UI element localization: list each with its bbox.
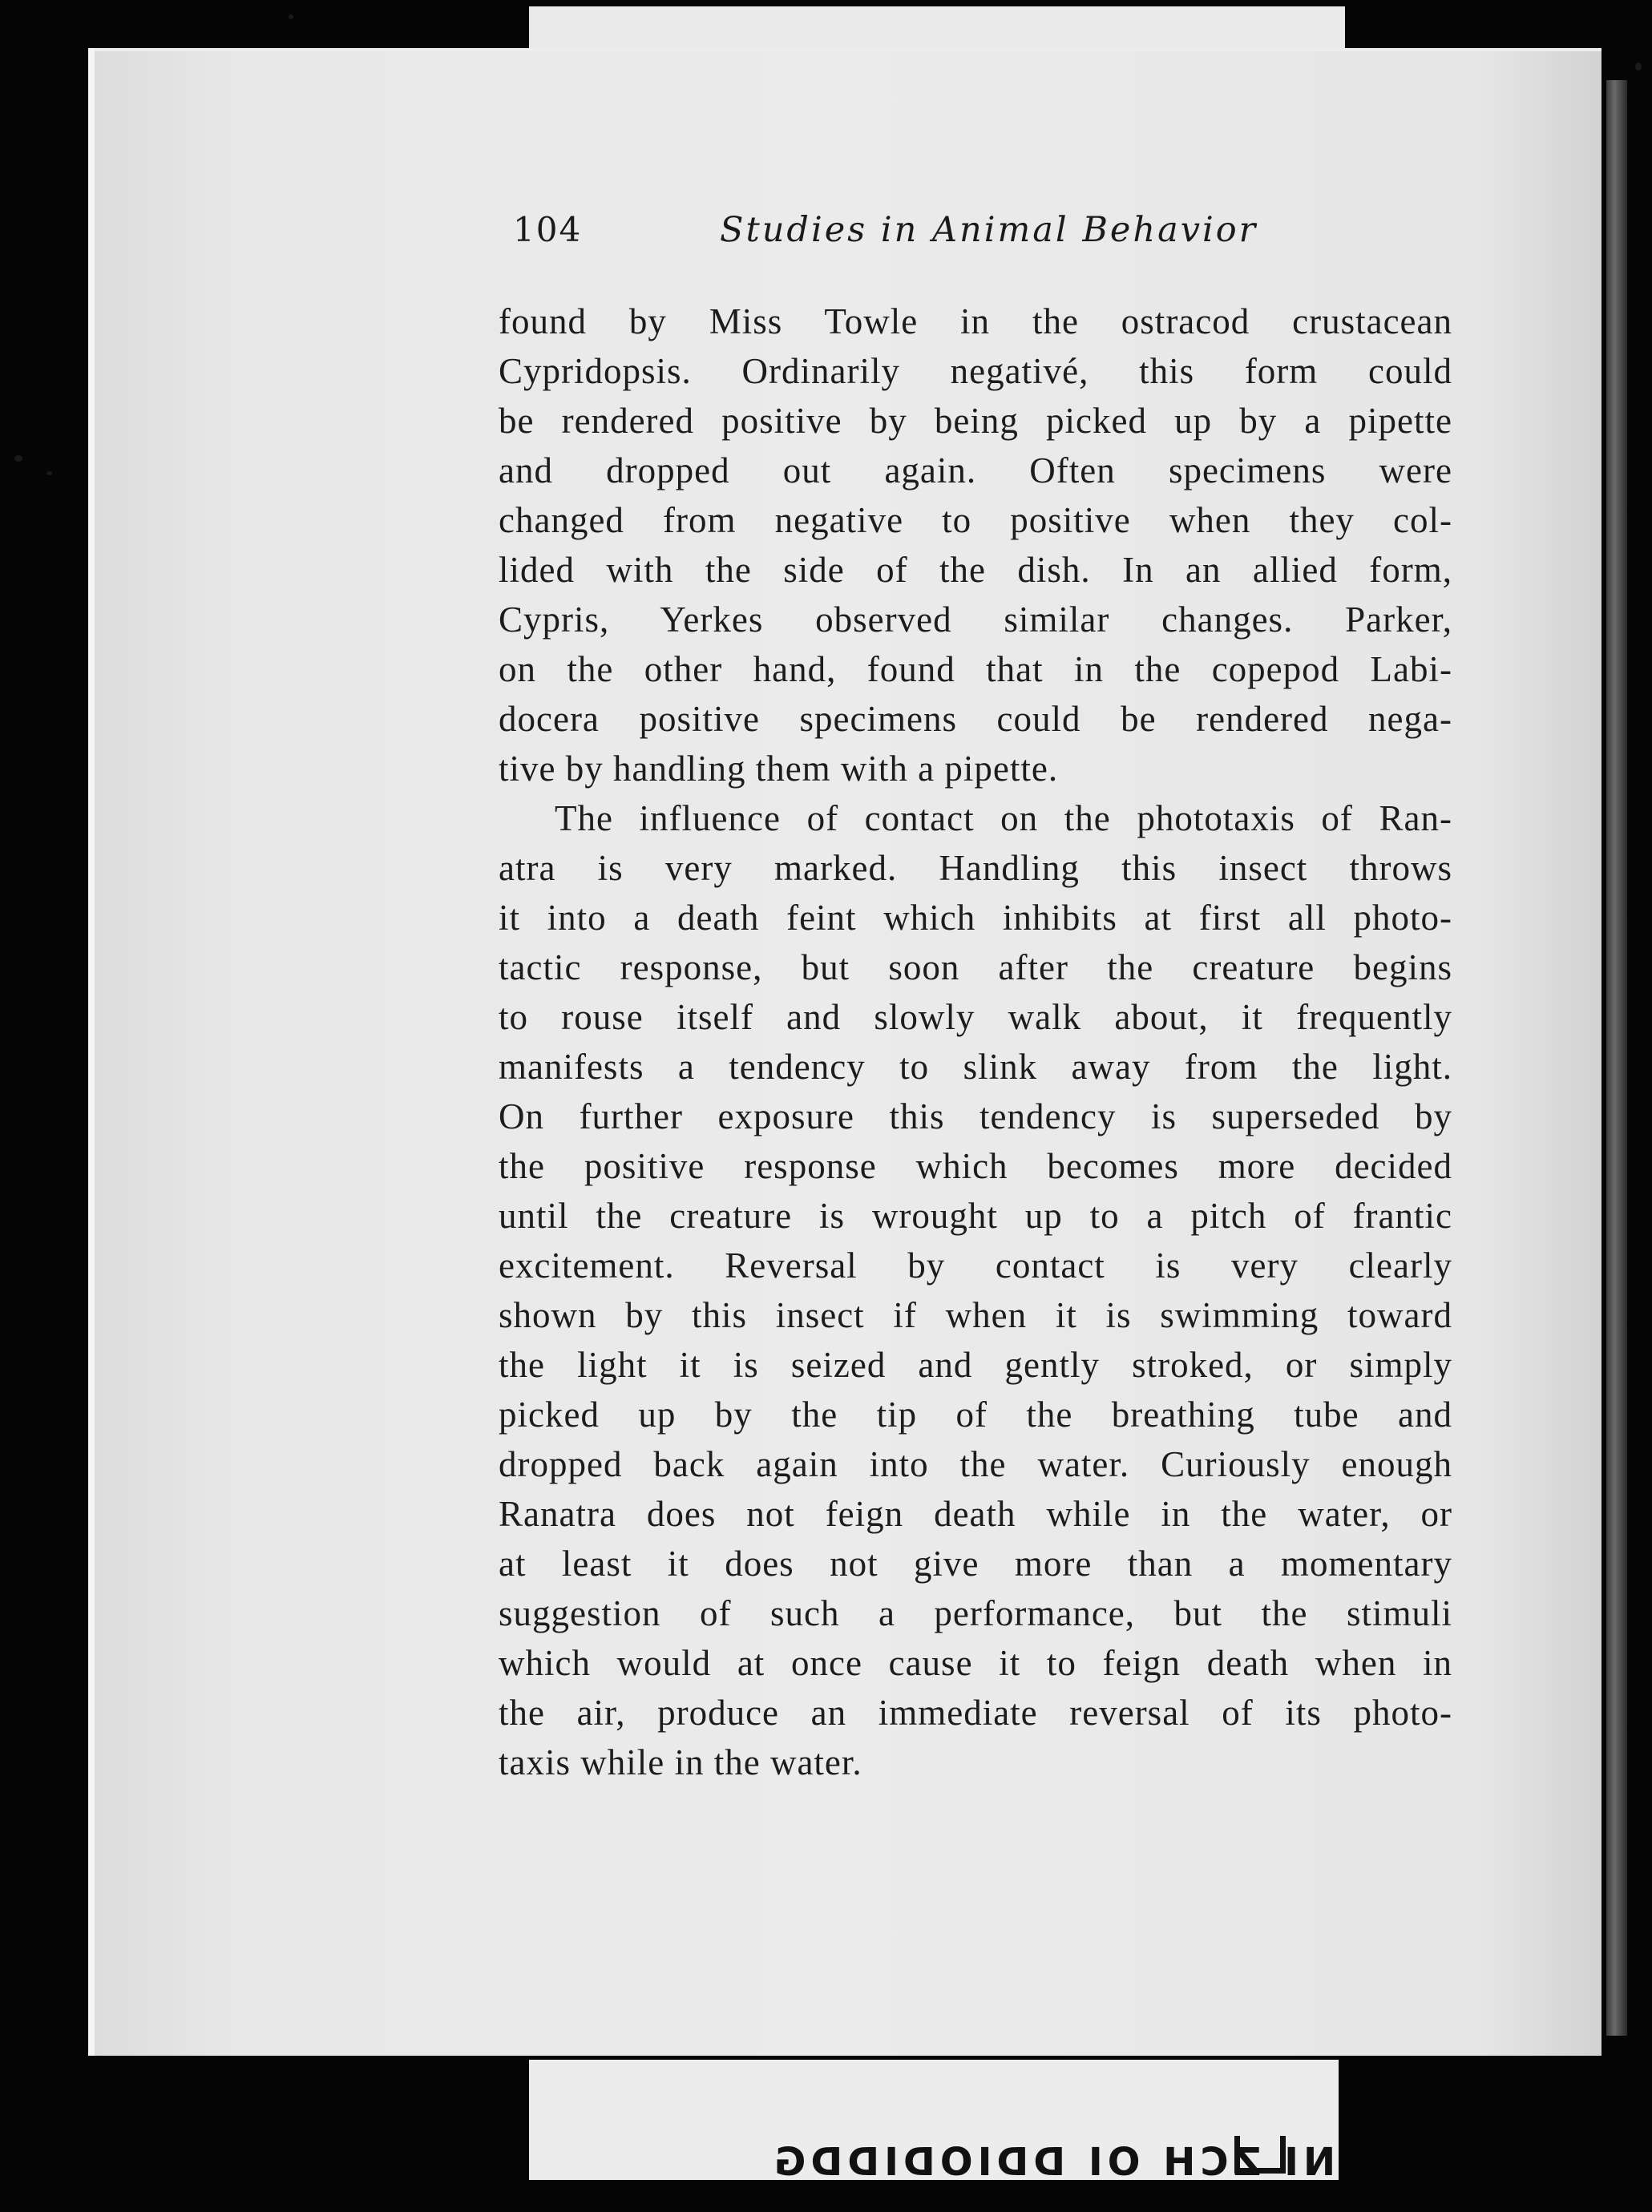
page-number: 104: [513, 210, 583, 249]
binding-edge: [1606, 80, 1627, 2036]
stamp-box-mark: [1234, 2136, 1286, 2174]
paragraph-1: [499, 297, 1452, 793]
underlying-page-bottom: [529, 2060, 1339, 2180]
text-line: tactic response, but soon after the creature begins: [499, 947, 1452, 987]
text-line: taxis while in the water.: [499, 1742, 862, 1782]
text-line: the light it is seized and gently stroked, or simply: [499, 1345, 1452, 1385]
body-text: [499, 297, 1452, 1787]
text-line: excitement. Reversal by contact is very clearly: [499, 1245, 1452, 1286]
dust-speck: [1635, 63, 1642, 71]
text-line: shown by this insect if when it is swimming toward: [499, 1295, 1452, 1335]
text-line: picked up by the tip of the breathing tube and: [499, 1395, 1452, 1435]
text-line: The influence of contact on the phototaxis of Ran-: [555, 798, 1452, 838]
text-line: changed from negative to positive when they col-: [499, 500, 1452, 540]
page-header: [513, 210, 1258, 266]
text-line: dropped back again into the water. Curiously enough: [499, 1444, 1452, 1484]
text-line: be rendered positive by being picked up by a pipette: [499, 401, 1452, 441]
text-line: Cypridopsis. Ordinarily negativé, this form could: [499, 351, 1452, 391]
text-line: docera positive specimens could be rendered nega-: [499, 699, 1452, 739]
text-line: and dropped out again. Often specimens were: [499, 450, 1452, 490]
page-edge: [88, 48, 95, 2056]
text-line: at least it does not give more than a momentary: [499, 1544, 1452, 1584]
text-line: On further exposure this tendency is superseded by: [499, 1096, 1452, 1136]
dust-speck: [289, 14, 293, 19]
dust-speck: [14, 455, 22, 462]
text-line: suggestion of such a performance, but the stimuli: [499, 1593, 1452, 1633]
text-line: tive by handling them with a pipette.: [499, 749, 1059, 789]
text-line: Ranatra does not feign death while in the water, or: [499, 1494, 1452, 1534]
text-line: the positive response which becomes more decided: [499, 1146, 1452, 1186]
text-line: which would at once cause it to feign death when in: [499, 1643, 1452, 1683]
text-line: on the other hand, found that in the copepod Labi-: [499, 649, 1452, 689]
dust-speck: [46, 471, 52, 475]
text-line: lided with the side of the dish. In an allied form,: [499, 550, 1452, 590]
text-line: to rouse itself and slowly walk about, it frequently: [499, 997, 1452, 1037]
text-line: the air, produce an immediate reversal of its photo-: [499, 1693, 1452, 1733]
text-line: Cypris, Yerkes observed similar changes. Parker,: [499, 599, 1452, 640]
text-line: atra is very marked. Handling this insect throws: [499, 848, 1452, 888]
text-line: until the creature is wrought up to a pitch of frantic: [499, 1196, 1452, 1236]
running-title: Studies in Animal Behavior: [720, 210, 1258, 250]
text-line: manifests a tendency to slink away from the light.: [499, 1047, 1452, 1087]
text-line: found by Miss Towle in the ostracod crustacean: [499, 301, 1452, 341]
mirrored-stamp-text: NI ZCH OI DDIODIDDG: [769, 2140, 1336, 2180]
text-line: it into a death feint which inhibits at first all photo-: [499, 898, 1452, 938]
paragraph-2: [499, 793, 1452, 1787]
